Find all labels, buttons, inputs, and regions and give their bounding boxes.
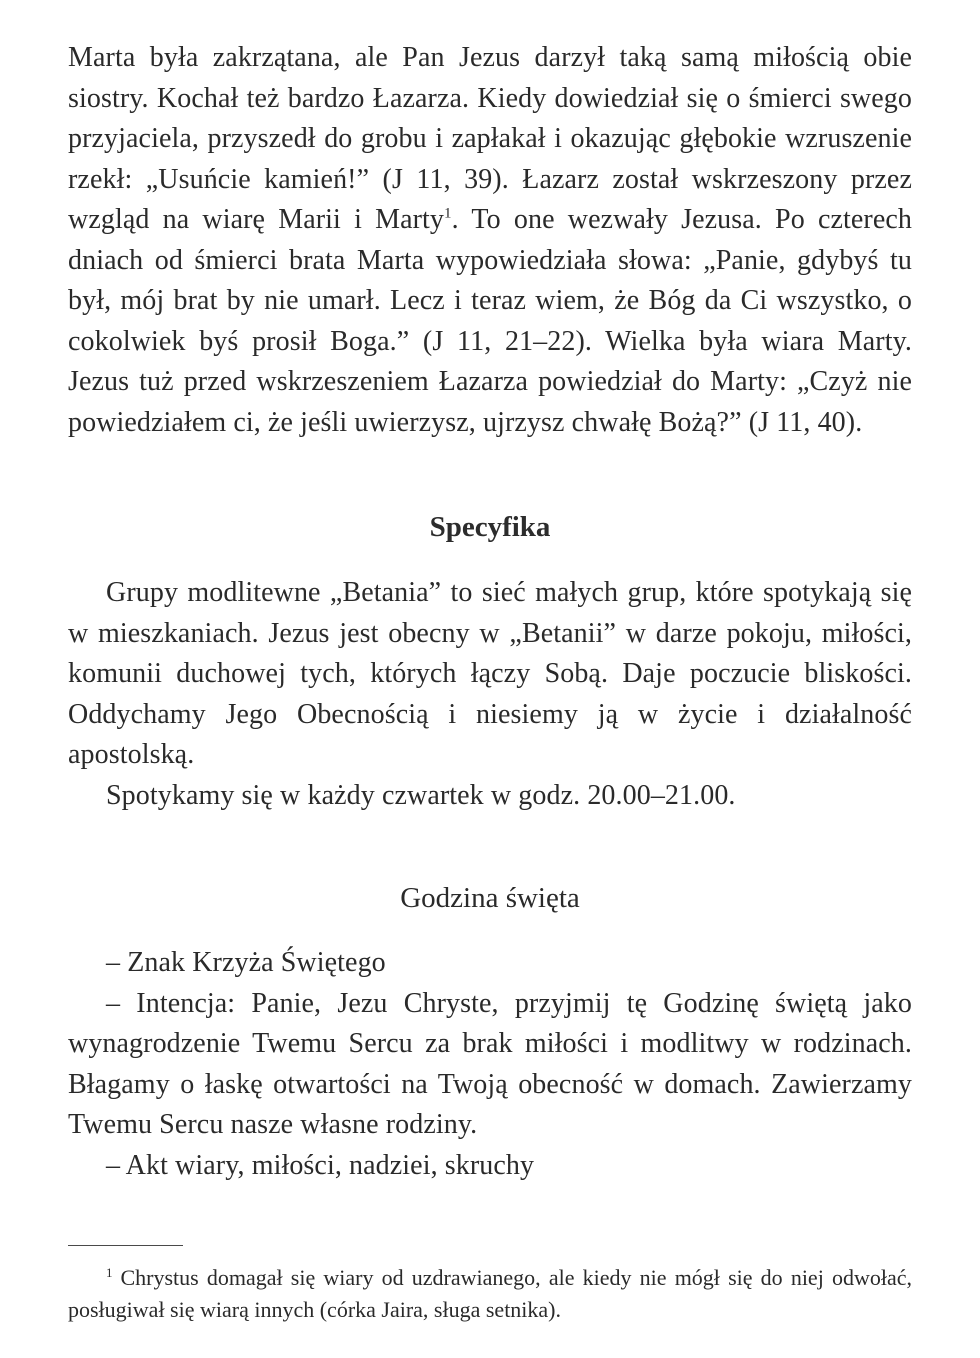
section-heading-godzina-swieta: Godzina święta — [400, 882, 580, 914]
paragraph-text-after-note: . To one wezwały Jezusa. Po czterech dniach od śmierci brata Marta wypowiedziała słowa: „Panie, gdybyś tu był, mój brat by nie umarł. Lecz i teraz wiem, że Bóg da Ci wszystko, o cokolwiek byś prosił Boga.” (J 11, 21–22). Wielka była wiara Marty. Jezus tuż przed wskrzeszeniem Łazarza powiedział do Marty: „Czyż nie powiedziałem ci, że jeśli uwierzysz, ujrzysz chwałę Bożą?” (J 11, 40). — [68, 204, 912, 438]
list-item-akt-wiary: – Akt wiary, miłości, nadziei, skruchy — [106, 1149, 535, 1181]
footnote-text: Chrystus domagał się wiary od uzdrawianego, ale kiedy nie mógł się do niej odwołać, posługiwał się wiarą innych (córka Jaira, sługa setnika). — [68, 1265, 912, 1322]
footnote-number: 1 — [106, 1264, 113, 1280]
page-body — [68, 38, 912, 1186]
paragraph-meeting-time: Spotykamy się w każdy czwartek w godz. 20.00–21.00. — [106, 779, 736, 811]
footnote-reference[interactable]: 1 — [444, 205, 452, 222]
list-item-intencja: – Intencja: Panie, Jezu Chryste, przyjmij tę Godzinę świętą jako wynagrodzenie Twemu Sercu za brak miłości i modlitwy w rodzinach. Błagamy o łaskę otwartości na Twoją obecność w domach. Zawierzamy Twemu Sercu nasze własne rodziny. — [68, 987, 912, 1140]
paragraph-marta-lazarus — [68, 38, 912, 443]
footnote — [68, 1262, 912, 1326]
paragraph-text-before-note: Marta była zakrzątana, ale Pan Jezus darzył taką samą miłością obie siostry. Kochał też bardzo Łazarza. Kiedy dowiedział się o śmierci swego przyjaciela, przyszedł do grobu i zapłakał i okazując głębokie wzruszenie rzekł: „Usuńcie kamień!” (J 11, 39). Łazarz został wskrzeszony przez wzgląd na wiarę Marii i Marty — [68, 42, 912, 235]
section-heading-specyfika: Specyfika — [429, 511, 551, 543]
paragraph-betania-description: Grupy modlitewne „Betania” to sieć małych grup, które spotykają się w mieszkaniach. Jezus jest obecny w „Betanii” w darze pokoju, miłości, komunii duchowej tych, których łączy Sobą. Daje poczucie bliskości. Oddychamy Jego Obecnością i niesiemy ją w życie i działalność apostolską. — [68, 577, 912, 770]
footnote-divider — [68, 1245, 183, 1246]
list-godzina-items — [68, 943, 912, 1186]
list-item-znak-krzyza: – Znak Krzyża Świętego — [106, 947, 386, 978]
